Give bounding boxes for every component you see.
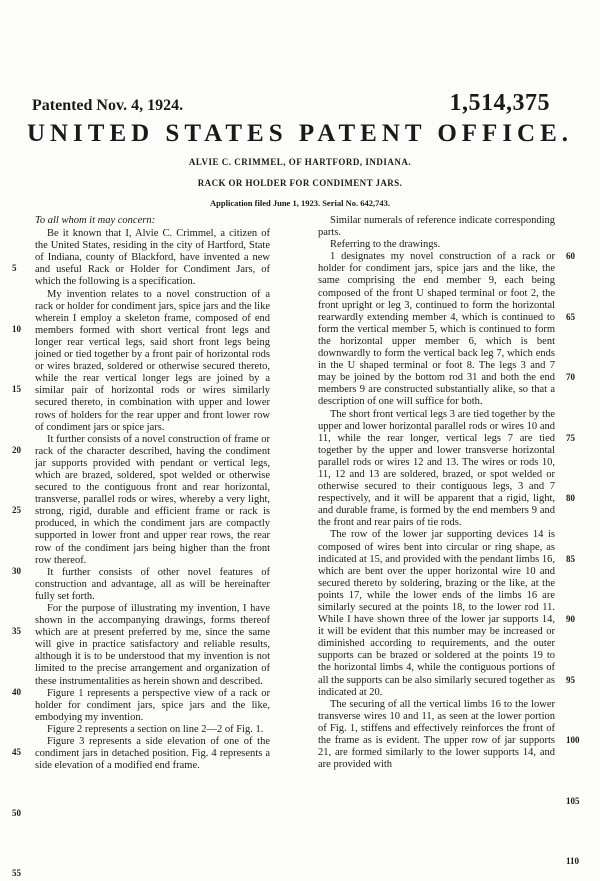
paragraph: It further consists of a novel construction of frame or rack of the character described, having the condiment jar supports provided with pendant or vertical legs, which are brazed, soldered, spot welded or otherwise secured to the contiguous front and rear horizontal, transverse, parallel rods or wires, whereby a very light, strong, rigid, durable and efficient frame or rack is produced, in which the condiment jars are compactly supported in lower front and upper rear rows, the rear row of the condiment jars being higher than the front row thereof.: [35, 433, 270, 566]
patent-date: Patented Nov. 4, 1924.: [32, 97, 184, 114]
line-number: 60: [566, 251, 575, 261]
line-number: 100: [566, 735, 580, 745]
application-line: Application filed June 1, 1923. Serial No. 642,743.: [210, 198, 390, 208]
line-number: 40: [12, 687, 21, 697]
line-number: 85: [566, 554, 575, 564]
line-number: 5: [12, 263, 17, 273]
line-number: 35: [12, 626, 21, 636]
paragraph: Figure 1 represents a perspective view of a rack or holder for condiment jars, spice jars and the like, embodying my invention.: [35, 687, 270, 723]
line-number: 70: [566, 372, 575, 382]
inventor-line: ALVIE C. CRIMMEL, OF HARTFORD, INDIANA.: [188, 157, 412, 167]
paragraph: Figure 3 represents a side elevation of one of the condiment jars in detached position. Fig. 4 represents a side elevation of a modified end frame.: [35, 736, 270, 772]
line-number: 10: [12, 324, 21, 334]
patent-number: 1,514,375: [449, 90, 550, 116]
paragraph: My invention relates to a novel construction of a rack or holder for condiment jars, spice jars and the like wherein I employ a skeleton frame, composed of end members formed with short vertical front legs and longer rear vertical legs, said short front legs being joined or tied together by a front pair of horizontal rods or wires brazed, soldered or otherwise secured thereto, while the rear vertical longer legs are joined by a similar pair of horizontal rods or wires similarly secured thereto, in combination with upper and lower rows of holders for the rear upper and front lower row of condiment jars or spice jars.: [35, 288, 270, 433]
line-number: 30: [12, 566, 21, 576]
line-number: 80: [566, 493, 575, 503]
paragraph: The short front vertical legs 3 are tied together by the upper and lower horizontal parallel rods or wires 10 and 11, while the rear longer, vertical legs 7 are tied together by the upper and lower transverse horizontal parallel rods or wires 12 and 13. The wires or rods 10, 11, 12 and 13 are soldered, brazed, or spot welded or otherwise secured to their contiguous legs, 3 and 7 respectively, and it will be apparent that a rigid, light, and durable frame, is formed by the end members 9 and the front and rear pairs of tie rods.: [318, 408, 555, 529]
paragraph: The securing of all the vertical limbs 16 to the lower transverse wires 10 and 11, as seen at the lower portion of Fig. 1, stiffens and effectively reinforces the front of the frame as is evident. The upper row of jar supports 21, are formed similarly to the lower supports 14, and are provided with: [318, 698, 555, 771]
line-number: 65: [566, 312, 575, 322]
line-number: 75: [566, 433, 575, 443]
line-number: 50: [12, 808, 21, 818]
paragraph: Similar numerals of reference indicate corresponding parts.: [318, 215, 555, 239]
paragraph: Referring to the drawings.: [330, 239, 441, 251]
line-number: 15: [12, 384, 21, 394]
paragraph: Figure 2 represents a section on line 2—2 of Fig. 1.: [47, 723, 264, 735]
paragraph: For the purpose of illustrating my invention, I have shown in the accompanying drawings, forms thereof which are at present preferred by me, since the same will give in practice satisfactory and reliable results, although it is to be understood that my invention is not limited to the precise arrangement and organization of these instrumentalities as herein shown and described.: [35, 603, 270, 687]
left-column: [35, 215, 270, 772]
salutation: To all whom it may concern:: [35, 215, 156, 226]
line-number: 20: [12, 445, 21, 455]
line-number: 90: [566, 614, 575, 624]
line-number: 55: [12, 868, 21, 878]
office-title: UNITED STATES PATENT OFFICE.: [26, 120, 574, 147]
line-number: 45: [12, 747, 21, 757]
paragraph: 1 designates my novel construction of a rack or holder for condiment jars, spice jars and the like, the same comprising the end member 9, each being composed of the front U shaped terminal or foot 2, the front upright or leg 3, continued to form the horizontal rearwardly extending member 4, which is continued to form the vertical member 5, which is continued to form the horizontal upper member 6, which is bent downwardly to form the vertical back leg 7, which ends in the U shaped terminal or foot 8. The legs 3 and 7 may be joined by the bottom rod 31 and both the end members 9 are constructed substantially alike, so that a description of one will suffice for both.: [318, 251, 555, 408]
paragraph: The row of the lower jar supporting devices 14 is composed of wires bent into circular or ring shape, as indicated at 15, and provided with the pendant limbs 16, which are bent over the upper horizontal wire 10 and secured thereto by soldering, brazing or the like, at the points 17, while the lower ends of the limbs 16 are similarly secured at the points 18, to the lower rod 11. While I have shown three of the lower jar supports 14, it will be evident that this number may be increased or diminished according to requirements, and the outer supports can be brazed or soldered at the points 19 to the horizontal limbs 4, while the contiguous portions of all the supports can be also similarly secured together as indicated at 20.: [318, 529, 555, 698]
line-number: 105: [566, 796, 580, 806]
invention-title: RACK OR HOLDER FOR CONDIMENT JARS.: [197, 178, 403, 188]
line-number: 95: [566, 675, 575, 685]
line-number: 25: [12, 505, 21, 515]
line-number: 110: [566, 856, 580, 866]
paragraph: Be it known that I, Alvie C. Crimmel, a citizen of the United States, residing in the city of Hartford, State of Indiana, county of Blackford, have invented a new and useful Rack or Holder for Condiment Jars, of which the following is a specification.: [35, 228, 270, 288]
right-column: [318, 215, 555, 771]
paragraph: It further consists of other novel features of construction and advantage, all as will be hereinafter fully set forth.: [35, 566, 270, 602]
